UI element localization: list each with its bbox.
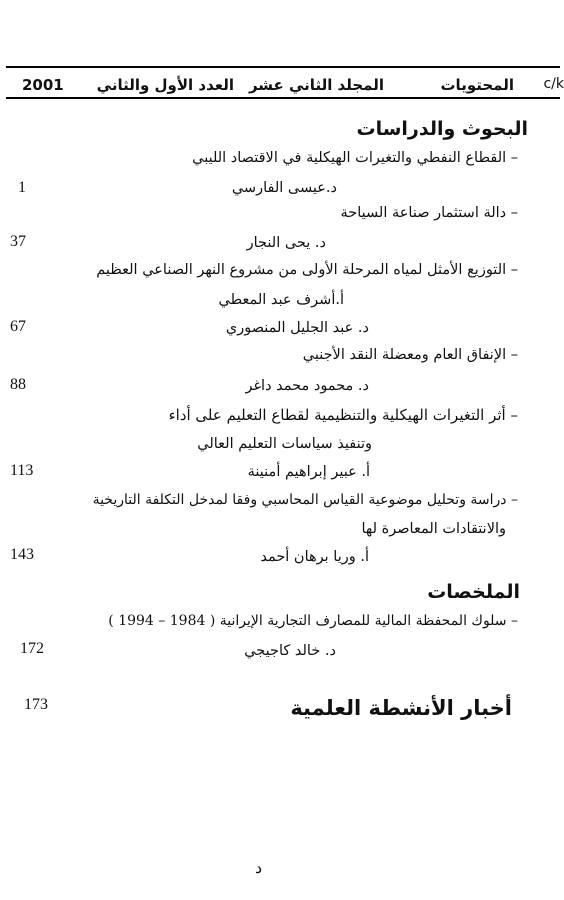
entry-title: – أثر التغيرات الهيكلية والتنظيمية لقطاع التعليم على أداء [168, 406, 518, 424]
footer-page-letter: د [255, 858, 263, 877]
entry-page: 113 [10, 462, 34, 479]
header-volume: المجلد الثاني عشر [248, 76, 384, 94]
entry-author: أ.أشرف عبد المعطي [218, 292, 344, 308]
entry-title: – الإنفاق العام ومعضلة النقد الأجنبي [302, 347, 518, 363]
section-abstracts-heading: الملخصات [427, 581, 520, 603]
entry-page: 88 [10, 376, 26, 393]
header-bottom-rule [6, 97, 560, 99]
entry-page: 37 [10, 233, 26, 250]
section-research-heading: البحوث والدراسات [356, 118, 528, 140]
entry-page: 143 [10, 546, 34, 563]
abstract-author: د. خالد كاجيجي [244, 643, 336, 659]
entry-page: 1 [18, 179, 26, 196]
section-news-heading: أخبار الأنشطة العلمية [290, 696, 512, 720]
news-page: 173 [24, 696, 48, 713]
header-top-rule [6, 66, 560, 68]
header-issue: العدد الأول والثاني [96, 76, 234, 94]
entry-author: د. عبد الجليل المنصوري [225, 320, 369, 336]
entry-title: – القطاع النفطي والتغيرات الهيكلية في الاقتصاد الليبي [192, 150, 518, 166]
abstract-title: – سلوك المحفظة المالية للمصارف التجارية الإيرانية ( 1984 – 1994 ) [108, 613, 518, 629]
entry-author: د. محمود محمد داغر [245, 378, 369, 394]
entry-page: 67 [10, 318, 26, 335]
entry-title: – دالة استثمار صناعة السياحة [340, 205, 518, 221]
header-contents: المحتويات [440, 76, 514, 94]
entry-author: د. يحى النجار [246, 235, 326, 251]
entry-title-continuation: وتنفيذ سياسات التعليم العالي [197, 436, 372, 452]
entry-author: د.عيسى الفارسي [231, 180, 337, 196]
header-year: 2001 [22, 76, 64, 94]
entry-title-continuation: والانتقادات المعاصرة لها [361, 521, 506, 537]
entry-author: أ. وريا برهان أحمد [260, 549, 369, 565]
entry-title: – دراسة وتحليل موضوعية القياس المحاسبي وفقا لمدخل التكلفة التاريخية [92, 492, 518, 508]
header-mark: c/k [543, 76, 564, 92]
entry-author: أ. عبير إبراهيم أمنينة [247, 464, 370, 480]
abstract-page: 172 [20, 640, 44, 657]
entry-title: – التوزيع الأمثل لمياه المرحلة الأولى من مشروع النهر الصناعي العظيم [96, 262, 518, 278]
